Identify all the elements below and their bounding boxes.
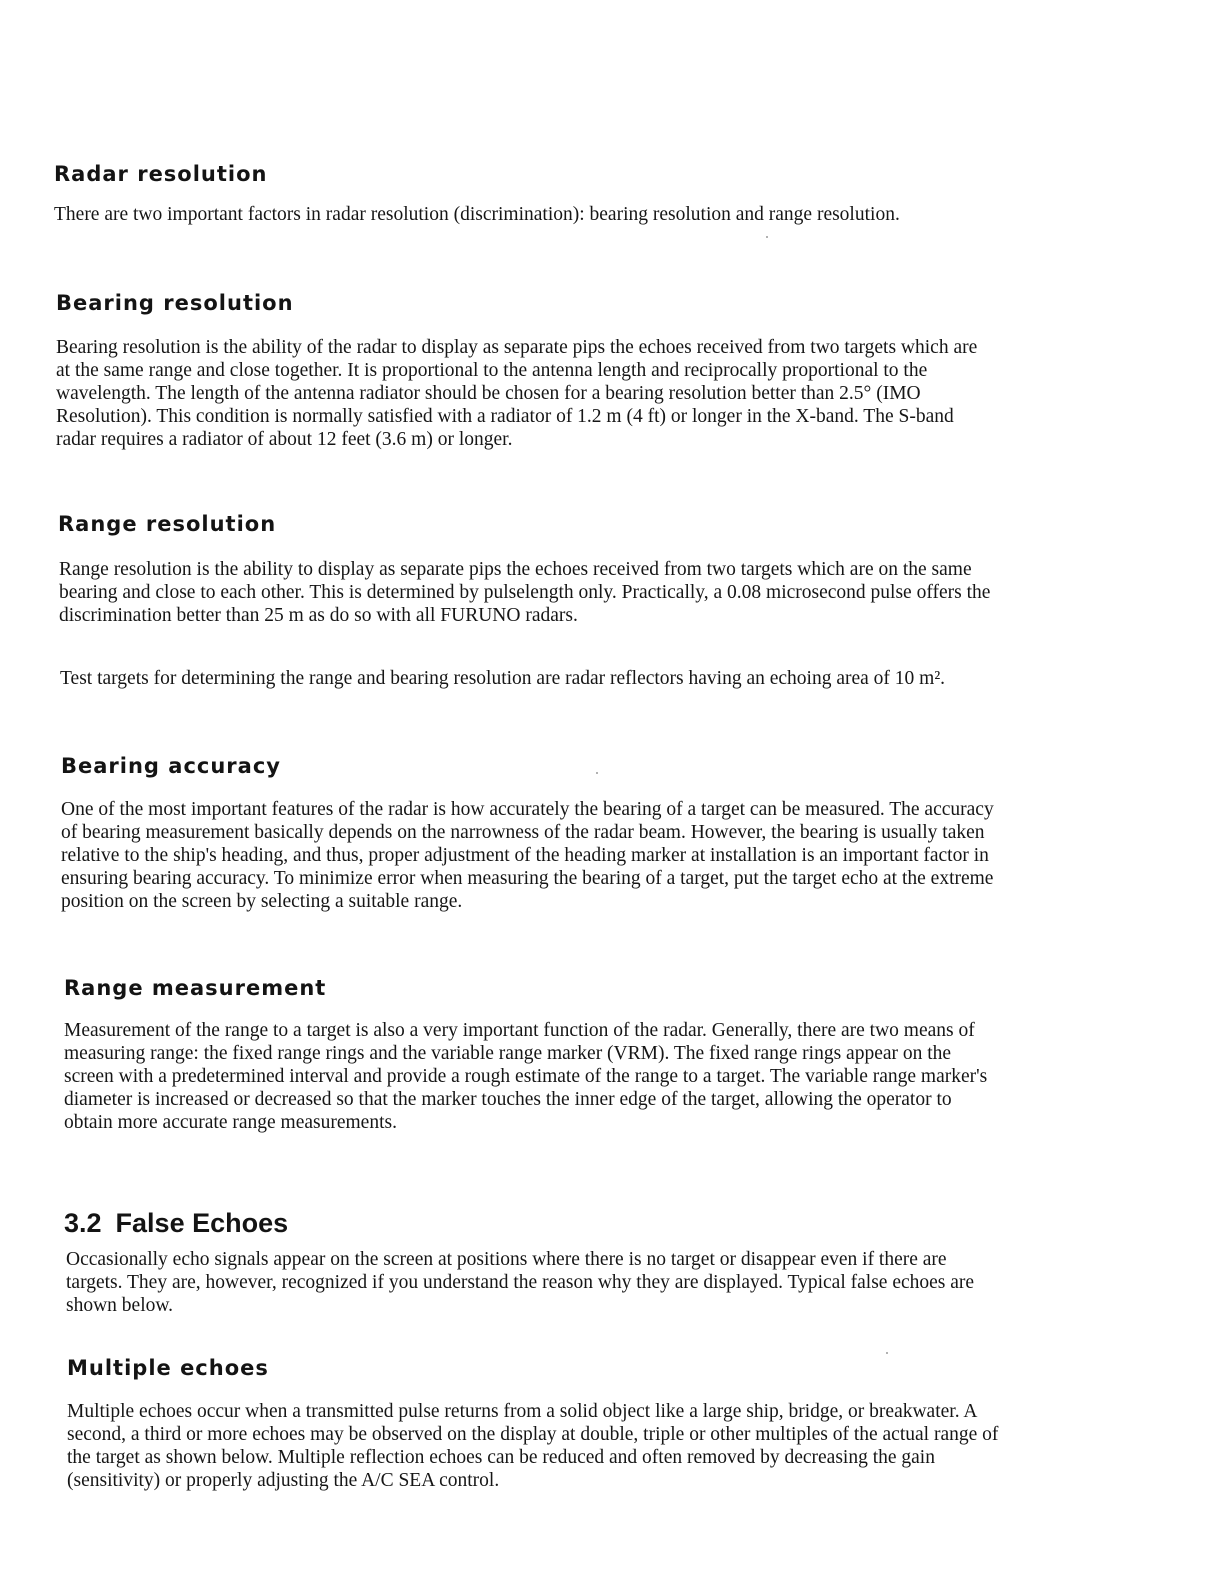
false-echoes-text: Occasionally echo signals appear on the screen at positions where there is no target or disappear even if there are targets. They are, however, recognized if you understand the reason why they are displayed. Typical false echoes are shown below.: [66, 1249, 975, 1316]
range-measurement-heading: Range measurement: [64, 976, 327, 1000]
bearing-resolution-text: Bearing resolution is the ability of the radar to display as separate pips the echoes received from two targets which are at the same range and close together. It is proportional to the antenna length and reciprocally proportional to the wavelength. The length of the antenna radiator should be chosen for a bearing resolution better than 2.5° (IMO Resolution). This condition is normally satisfied with a radiator of 1.2 m (4 ft) or longer in the X-band. The S-band radar requires a radiator of about 12 feet (3.6 m) or longer.: [56, 337, 978, 450]
radar-resolution-text: There are two important factors in radar resolution (discrimination): bearing resolution and range resolution.: [54, 204, 900, 225]
section-title-text: False Echoes: [115, 1208, 289, 1238]
bearing-accuracy-heading: Bearing accuracy: [61, 754, 281, 778]
section-number: 3.2: [64, 1208, 102, 1238]
scan-speck: [596, 772, 598, 774]
multiple-echoes-text: Multiple echoes occur when a transmitted pulse returns from a solid object like a large ship, bridge, or breakwater. A second, a third or more echoes may be observed on the display at double, triple or other multiples of the actual range of the target as shown below. Multiple reflection echoes can be reduced and often removed by decreasing the gain (sensitivity) or properly adjusting the A/C SEA control.: [67, 1401, 999, 1491]
radar-resolution-heading: Radar resolution: [54, 162, 268, 186]
bearing-resolution-heading: Bearing resolution: [56, 291, 294, 315]
bearing-accuracy-text: One of the most important features of the radar is how accurately the bearing of a target can be measured. The accuracy of bearing measurement basically depends on the narrowness of the radar beam. However, the bearing is usually taken relative to the ship's heading, and thus, proper adjustment of the heading marker at installation is an important factor in ensuring bearing accuracy. To minimize error when measuring the bearing of a target, put the target echo at the extreme position on the screen by selecting a suitable range.: [61, 799, 994, 912]
scan-speck: [766, 236, 768, 238]
range-resolution-text: Range resolution is the ability to display as separate pips the echoes received from two targets which are on the same bearing and close to each other. This is determined by pulselength only. Practically, a 0.08 microsecond pulse offers the discrimination better than 25 m as do so with all FURUNO radars.: [59, 559, 991, 626]
multiple-echoes-heading: Multiple echoes: [67, 1356, 269, 1380]
range-resolution-heading: Range resolution: [58, 512, 277, 536]
range-resolution-test-targets-text: Test targets for determining the range and bearing resolution are radar reflectors having an echoing area of 10 m².: [60, 668, 946, 689]
false-echoes-section-title: [64, 1208, 288, 1239]
scan-speck: [886, 1352, 888, 1354]
range-measurement-text: Measurement of the range to a target is also a very important function of the radar. Generally, there are two means of measuring range: the fixed range rings and the variable range marker (VRM). The fixed range rings appear on the screen with a predetermined interval and provide a rough estimate of the range to a target. The variable range marker's diameter is increased or decreased so that the marker touches the inner edge of the target, allowing the operator to obtain more accurate range measurements.: [64, 1020, 988, 1133]
